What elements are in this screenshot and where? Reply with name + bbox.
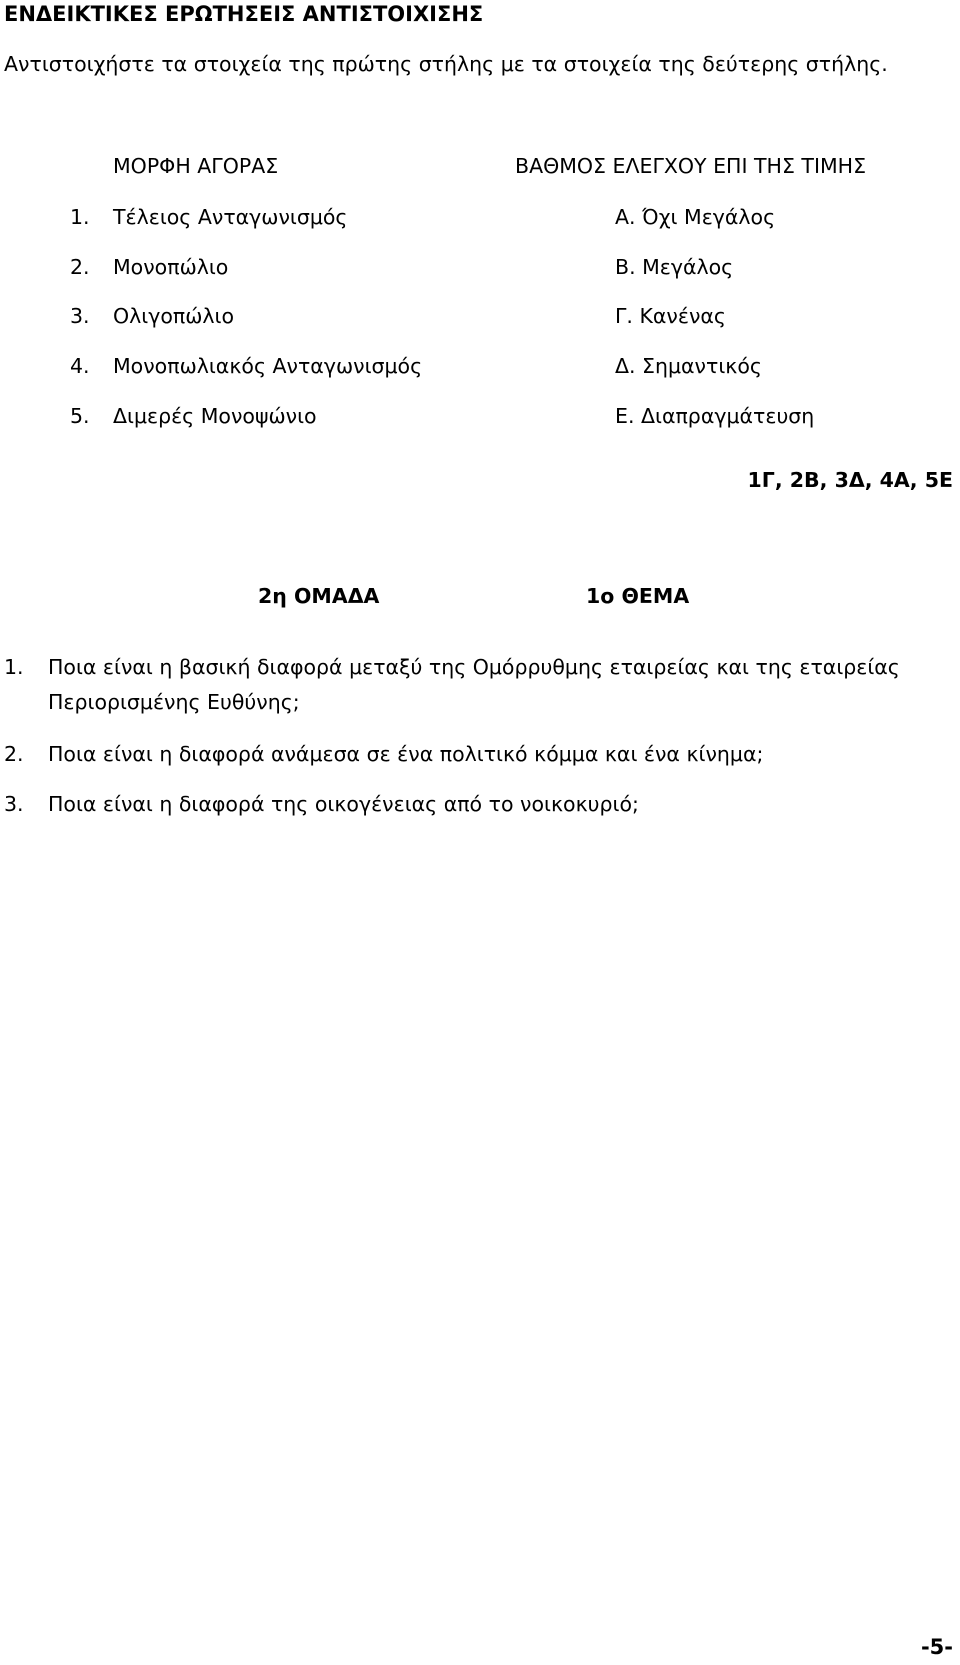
left-item-number: 1. — [70, 205, 90, 229]
left-item-text: Ολιγοπώλιο — [113, 304, 234, 328]
left-item-text: Διμερές Μονοψώνιο — [113, 404, 317, 428]
question-number: 1. — [4, 655, 24, 679]
instruction-text: Αντιστοιχήστε τα στοιχεία της πρώτης στήλης με τα στοιχεία της δεύτερης στήλης. — [4, 52, 888, 76]
right-item: Α. Όχι Μεγάλος — [615, 205, 776, 229]
left-item-text: Μονοπωλιακός Ανταγωνισμός — [113, 354, 423, 378]
left-item-number: 2. — [70, 255, 90, 279]
right-column-header: ΒΑΘΜΟΣ ΕΛΕΓΧΟΥ ΕΠΙ ΤΗΣ ΤΙΜΗΣ — [515, 154, 867, 178]
page-title: ΕΝΔΕΙΚΤΙΚΕΣ ΕΡΩΤΗΣΕΙΣ ΑΝΤΙΣΤΟΙΧΙΣΗΣ — [4, 2, 484, 26]
theme-heading: 1ο ΘΕΜΑ — [586, 584, 690, 608]
question-number: 2. — [4, 742, 24, 766]
left-item-text: Τέλειος Ανταγωνισμός — [113, 205, 348, 229]
left-item-number: 5. — [70, 404, 90, 428]
question-text: Ποια είναι η διαφορά της οικογένειας από το νοικοκυριό; — [48, 792, 639, 816]
right-item: Γ. Κανένας — [615, 304, 726, 328]
left-item-number: 3. — [70, 304, 90, 328]
question-text: Ποια είναι η βασική διαφορά μεταξύ της Ομόρρυθμης εταιρείας και της εταιρείας — [48, 655, 900, 679]
right-item: Δ. Σημαντικός — [615, 354, 762, 378]
question-text: Ποια είναι η διαφορά ανάμεσα σε ένα πολιτικό κόμμα και ένα κίνημα; — [48, 742, 764, 766]
left-item-text: Μονοπώλιο — [113, 255, 229, 279]
page-number: -5- — [920, 1635, 953, 1659]
answer-key: 1Γ, 2Β, 3Δ, 4Α, 5Ε — [747, 468, 953, 492]
group-heading: 2η ΟΜΑΔΑ — [258, 584, 380, 608]
question-number: 3. — [4, 792, 24, 816]
left-column-header: ΜΟΡΦΗ ΑΓΟΡΑΣ — [113, 154, 279, 178]
right-item: Ε. Διαπραγμάτευση — [615, 404, 815, 428]
left-item-number: 4. — [70, 354, 90, 378]
right-item: Β. Μεγάλος — [615, 255, 734, 279]
question-text-continued: Περιορισμένης Ευθύνης; — [48, 690, 300, 714]
